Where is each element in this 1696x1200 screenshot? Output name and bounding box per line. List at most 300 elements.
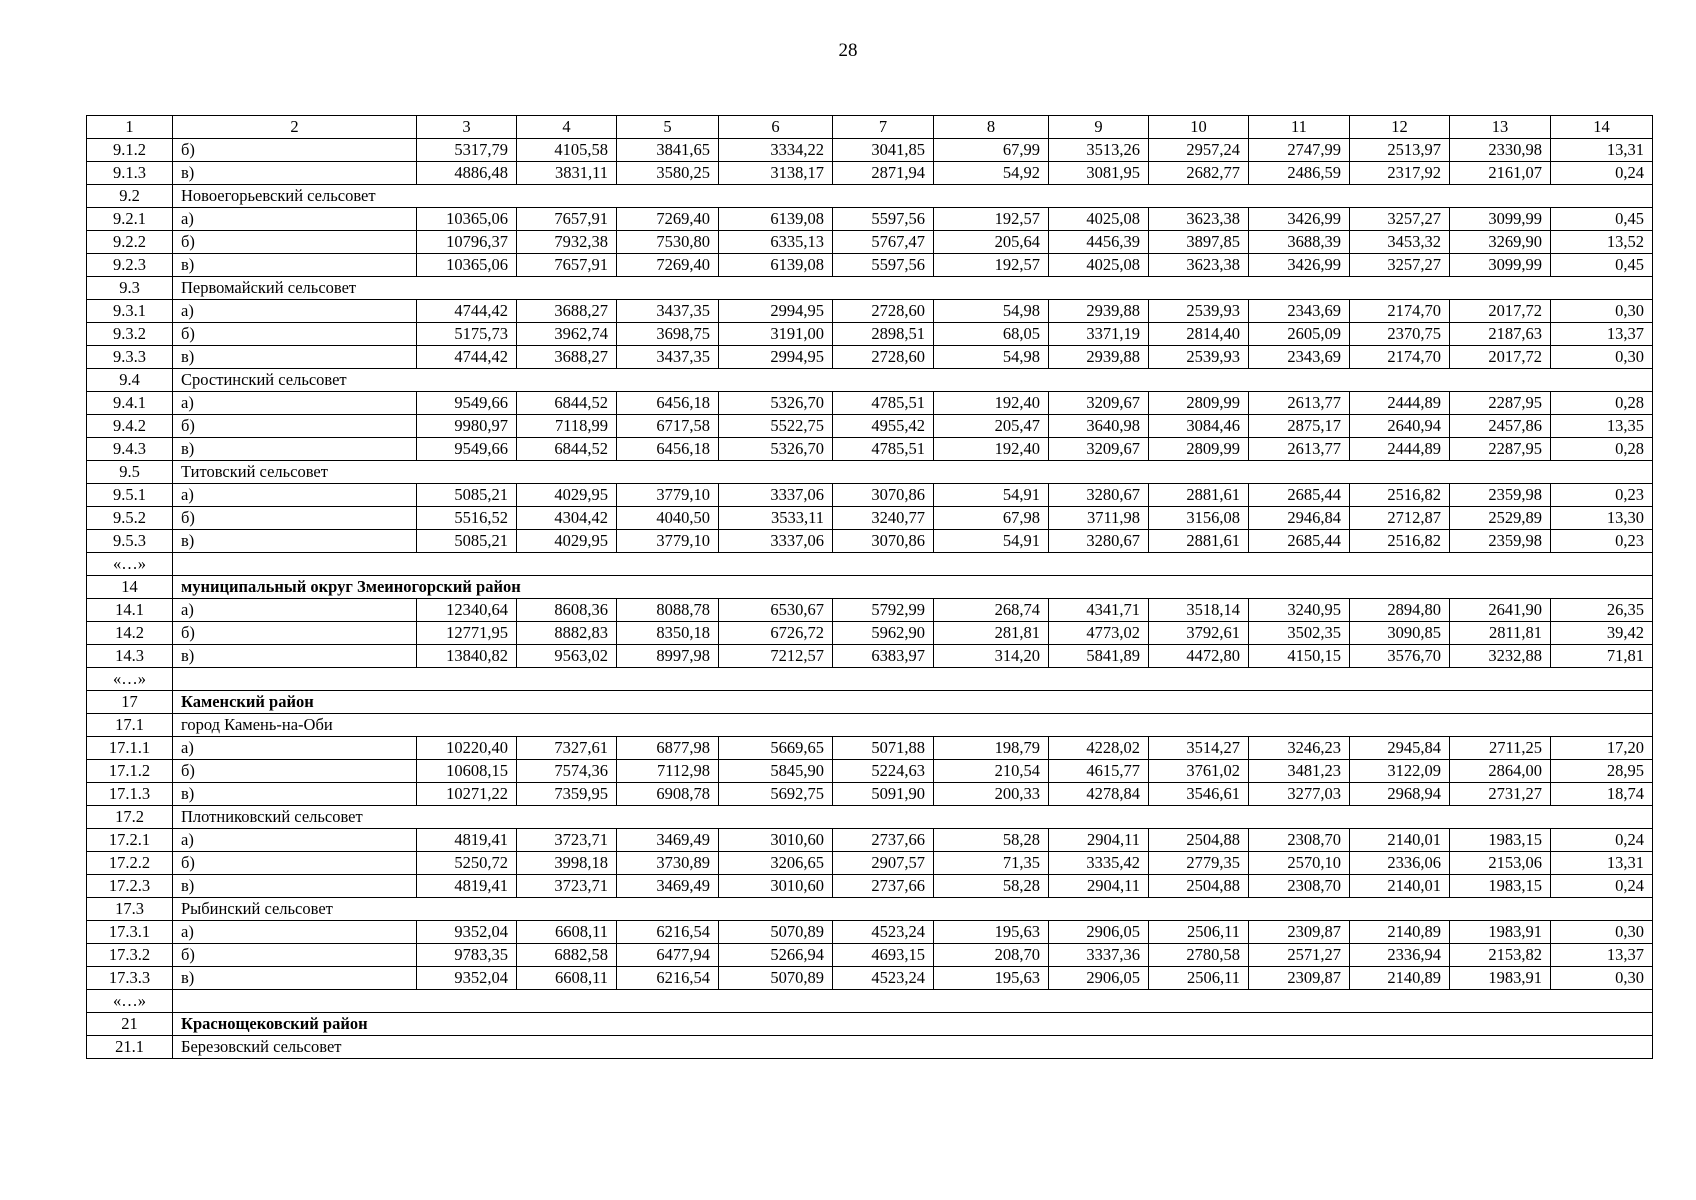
value-cell: 6477,94 [617, 944, 719, 967]
value-cell: 3426,99 [1249, 254, 1350, 277]
omission-row [87, 668, 1653, 691]
value-cell: 3209,67 [1049, 392, 1149, 415]
table-row [87, 254, 1653, 277]
value-cell: 3841,65 [617, 139, 719, 162]
value-cell: 2516,82 [1350, 530, 1450, 553]
value-cell: 2359,98 [1450, 530, 1551, 553]
value-cell: 2728,60 [833, 300, 934, 323]
section-title-cell: Плотниковский сельсовет [173, 806, 1653, 829]
section-code-cell: 9.5 [87, 461, 173, 484]
section-code-cell: 9.2 [87, 185, 173, 208]
value-cell: 6608,11 [517, 967, 617, 990]
section-title-cell: Рыбинский сельсовет [173, 898, 1653, 921]
section-row [87, 369, 1653, 392]
value-cell: 4025,08 [1049, 208, 1149, 231]
value-cell: 4029,95 [517, 530, 617, 553]
value-cell: 7269,40 [617, 254, 719, 277]
value-cell: 195,63 [934, 967, 1049, 990]
empty-cell [173, 553, 1653, 576]
section-code-cell: 21 [87, 1013, 173, 1036]
value-cell: 2504,88 [1149, 875, 1249, 898]
row-label-cell: а) [173, 829, 417, 852]
value-cell: 5326,70 [719, 438, 833, 461]
table-row [87, 760, 1653, 783]
value-cell: 2811,81 [1450, 622, 1551, 645]
table-row [87, 415, 1653, 438]
value-cell: 4304,42 [517, 507, 617, 530]
value-cell: 3337,06 [719, 530, 833, 553]
header-cell: 1 [87, 116, 173, 139]
row-code-cell: 9.5.2 [87, 507, 173, 530]
value-cell: 67,98 [934, 507, 1049, 530]
value-cell: 9783,35 [417, 944, 517, 967]
value-cell: 4029,95 [517, 484, 617, 507]
value-cell: 5175,73 [417, 323, 517, 346]
row-code-cell: 17.1.1 [87, 737, 173, 760]
header-cell: 13 [1450, 116, 1551, 139]
value-cell: 71,81 [1551, 645, 1653, 668]
value-cell: 210,54 [934, 760, 1049, 783]
value-cell: 2516,82 [1350, 484, 1450, 507]
section-code-cell: 17.3 [87, 898, 173, 921]
value-cell: 17,20 [1551, 737, 1653, 760]
value-cell: 2539,93 [1149, 300, 1249, 323]
table-row [87, 967, 1653, 990]
value-cell: 7657,91 [517, 208, 617, 231]
value-cell: 2871,94 [833, 162, 934, 185]
value-cell: 28,95 [1551, 760, 1653, 783]
value-cell: 6844,52 [517, 392, 617, 415]
value-cell: 3041,85 [833, 139, 934, 162]
value-cell: 5224,63 [833, 760, 934, 783]
value-cell: 9563,02 [517, 645, 617, 668]
value-cell: 195,63 [934, 921, 1049, 944]
value-cell: 7359,95 [517, 783, 617, 806]
value-cell: 6139,08 [719, 208, 833, 231]
section-row [87, 461, 1653, 484]
value-cell: 2513,97 [1350, 139, 1450, 162]
row-code-cell: 14.3 [87, 645, 173, 668]
value-cell: 3580,25 [617, 162, 719, 185]
value-cell: 6456,18 [617, 438, 719, 461]
value-cell: 4456,39 [1049, 231, 1149, 254]
value-cell: 3688,39 [1249, 231, 1350, 254]
row-label-cell: б) [173, 231, 417, 254]
value-cell: 39,42 [1551, 622, 1653, 645]
value-cell: 2486,59 [1249, 162, 1350, 185]
row-code-cell: 9.3.1 [87, 300, 173, 323]
value-cell: 4785,51 [833, 392, 934, 415]
row-label-cell: в) [173, 875, 417, 898]
value-cell: 4773,02 [1049, 622, 1149, 645]
value-cell: 12340,64 [417, 599, 517, 622]
value-cell: 7530,80 [617, 231, 719, 254]
value-cell: 8997,98 [617, 645, 719, 668]
header-cell: 12 [1350, 116, 1450, 139]
omission-marker-cell: «…» [87, 668, 173, 691]
value-cell: 2287,95 [1450, 438, 1551, 461]
row-label-cell: в) [173, 438, 417, 461]
section-row [87, 691, 1653, 714]
row-label-cell: в) [173, 645, 417, 668]
row-label-cell: в) [173, 530, 417, 553]
value-cell: 2308,70 [1249, 875, 1350, 898]
table-row [87, 507, 1653, 530]
row-code-cell: 14.2 [87, 622, 173, 645]
value-cell: 6216,54 [617, 967, 719, 990]
value-cell: 3334,22 [719, 139, 833, 162]
row-label-cell: б) [173, 323, 417, 346]
value-cell: 4955,42 [833, 415, 934, 438]
value-cell: 2881,61 [1149, 484, 1249, 507]
value-cell: 2809,99 [1149, 438, 1249, 461]
tariff-table [86, 115, 1653, 1059]
row-code-cell: 17.1.3 [87, 783, 173, 806]
row-code-cell: 9.2.1 [87, 208, 173, 231]
value-cell: 0,23 [1551, 484, 1653, 507]
section-row [87, 576, 1653, 599]
value-cell: 3337,36 [1049, 944, 1149, 967]
row-code-cell: 17.2.1 [87, 829, 173, 852]
value-cell: 205,64 [934, 231, 1049, 254]
value-cell: 6717,58 [617, 415, 719, 438]
value-cell: 2140,01 [1350, 875, 1450, 898]
value-cell: 3010,60 [719, 875, 833, 898]
section-title-cell: Первомайский сельсовет [173, 277, 1653, 300]
value-cell: 2161,07 [1450, 162, 1551, 185]
row-label-cell: б) [173, 622, 417, 645]
omission-row [87, 990, 1653, 1013]
value-cell: 3998,18 [517, 852, 617, 875]
value-cell: 5669,65 [719, 737, 833, 760]
value-cell: 9352,04 [417, 921, 517, 944]
row-label-cell: в) [173, 346, 417, 369]
value-cell: 3546,61 [1149, 783, 1249, 806]
value-cell: 4228,02 [1049, 737, 1149, 760]
value-cell: 7118,99 [517, 415, 617, 438]
row-code-cell: 9.3.2 [87, 323, 173, 346]
value-cell: 2906,05 [1049, 967, 1149, 990]
value-cell: 3623,38 [1149, 254, 1249, 277]
value-cell: 2343,69 [1249, 346, 1350, 369]
table-row [87, 530, 1653, 553]
value-cell: 7574,36 [517, 760, 617, 783]
value-cell: 3337,06 [719, 484, 833, 507]
value-cell: 3084,46 [1149, 415, 1249, 438]
value-cell: 0,45 [1551, 254, 1653, 277]
value-cell: 4615,77 [1049, 760, 1149, 783]
value-cell: 3723,71 [517, 875, 617, 898]
value-cell: 1983,91 [1450, 967, 1551, 990]
row-label-cell: а) [173, 737, 417, 760]
value-cell: 2780,58 [1149, 944, 1249, 967]
value-cell: 10796,37 [417, 231, 517, 254]
value-cell: 1983,15 [1450, 875, 1551, 898]
row-code-cell: 9.4.3 [87, 438, 173, 461]
table-row [87, 208, 1653, 231]
value-cell: 4744,42 [417, 300, 517, 323]
value-cell: 7112,98 [617, 760, 719, 783]
value-cell: 68,05 [934, 323, 1049, 346]
value-cell: 2539,93 [1149, 346, 1249, 369]
value-cell: 3779,10 [617, 484, 719, 507]
value-cell: 2017,72 [1450, 300, 1551, 323]
value-cell: 2187,63 [1450, 323, 1551, 346]
value-cell: 9352,04 [417, 967, 517, 990]
value-cell: 5767,47 [833, 231, 934, 254]
value-cell: 2330,98 [1450, 139, 1551, 162]
value-cell: 3761,02 [1149, 760, 1249, 783]
value-cell: 54,91 [934, 530, 1049, 553]
value-cell: 192,40 [934, 392, 1049, 415]
value-cell: 6383,97 [833, 645, 934, 668]
value-cell: 2613,77 [1249, 438, 1350, 461]
value-cell: 3070,86 [833, 530, 934, 553]
value-cell: 0,45 [1551, 208, 1653, 231]
value-cell: 2640,94 [1350, 415, 1450, 438]
value-cell: 3723,71 [517, 829, 617, 852]
value-cell: 2287,95 [1450, 392, 1551, 415]
value-cell: 2994,95 [719, 346, 833, 369]
value-cell: 5070,89 [719, 921, 833, 944]
table-row [87, 346, 1653, 369]
value-cell: 0,24 [1551, 875, 1653, 898]
section-title-cell: Березовский сельсовет [173, 1036, 1653, 1059]
value-cell: 13,31 [1551, 139, 1653, 162]
header-cell: 9 [1049, 116, 1149, 139]
value-cell: 2336,94 [1350, 944, 1450, 967]
table-row [87, 323, 1653, 346]
section-row [87, 277, 1653, 300]
value-cell: 4523,24 [833, 921, 934, 944]
value-cell: 4785,51 [833, 438, 934, 461]
value-cell: 3831,11 [517, 162, 617, 185]
value-cell: 3232,88 [1450, 645, 1551, 668]
value-cell: 71,35 [934, 852, 1049, 875]
row-code-cell: 17.3.2 [87, 944, 173, 967]
value-cell: 2504,88 [1149, 829, 1249, 852]
value-cell: 13,37 [1551, 323, 1653, 346]
header-cell: 8 [934, 116, 1049, 139]
value-cell: 2864,00 [1450, 760, 1551, 783]
value-cell: 2737,66 [833, 875, 934, 898]
row-label-cell: а) [173, 392, 417, 415]
value-cell: 3257,27 [1350, 254, 1450, 277]
value-cell: 3099,99 [1450, 208, 1551, 231]
value-cell: 6216,54 [617, 921, 719, 944]
value-cell: 2994,95 [719, 300, 833, 323]
section-title-cell: Новоегорьевский сельсовет [173, 185, 1653, 208]
value-cell: 10365,06 [417, 254, 517, 277]
header-cell: 11 [1249, 116, 1350, 139]
table-row [87, 484, 1653, 507]
row-label-cell: в) [173, 967, 417, 990]
value-cell: 2939,88 [1049, 300, 1149, 323]
value-cell: 1983,91 [1450, 921, 1551, 944]
value-cell: 3453,32 [1350, 231, 1450, 254]
value-cell: 3010,60 [719, 829, 833, 852]
table-row [87, 162, 1653, 185]
section-code-cell: 17 [87, 691, 173, 714]
value-cell: 3688,27 [517, 346, 617, 369]
value-cell: 5692,75 [719, 783, 833, 806]
value-cell: 9549,66 [417, 438, 517, 461]
value-cell: 5845,90 [719, 760, 833, 783]
value-cell: 13840,82 [417, 645, 517, 668]
row-code-cell: 14.1 [87, 599, 173, 622]
section-title-cell: город Камень-на-Оби [173, 714, 1653, 737]
value-cell: 2894,80 [1350, 599, 1450, 622]
value-cell: 3514,27 [1149, 737, 1249, 760]
row-code-cell: 9.3.3 [87, 346, 173, 369]
section-code-cell: 14 [87, 576, 173, 599]
value-cell: 0,30 [1551, 921, 1653, 944]
value-cell: 54,92 [934, 162, 1049, 185]
value-cell: 2809,99 [1149, 392, 1249, 415]
value-cell: 10271,22 [417, 783, 517, 806]
value-cell: 2444,89 [1350, 438, 1450, 461]
value-cell: 0,28 [1551, 392, 1653, 415]
value-cell: 3469,49 [617, 875, 719, 898]
value-cell: 5597,56 [833, 208, 934, 231]
value-cell: 0,30 [1551, 967, 1653, 990]
value-cell: 10220,40 [417, 737, 517, 760]
table-row [87, 392, 1653, 415]
value-cell: 5266,94 [719, 944, 833, 967]
value-cell: 3711,98 [1049, 507, 1149, 530]
value-cell: 2140,89 [1350, 921, 1450, 944]
section-row [87, 898, 1653, 921]
section-title-cell: Титовский сельсовет [173, 461, 1653, 484]
value-cell: 5326,70 [719, 392, 833, 415]
omission-row [87, 553, 1653, 576]
value-cell: 1983,15 [1450, 829, 1551, 852]
value-cell: 0,24 [1551, 829, 1653, 852]
value-cell: 3246,23 [1249, 737, 1350, 760]
value-cell: 2140,01 [1350, 829, 1450, 852]
row-code-cell: 9.5.1 [87, 484, 173, 507]
value-cell: 268,74 [934, 599, 1049, 622]
value-cell: 281,81 [934, 622, 1049, 645]
value-cell: 5317,79 [417, 139, 517, 162]
value-cell: 7327,61 [517, 737, 617, 760]
value-cell: 3962,74 [517, 323, 617, 346]
table-row [87, 737, 1653, 760]
value-cell: 6877,98 [617, 737, 719, 760]
section-row [87, 806, 1653, 829]
header-cell: 14 [1551, 116, 1653, 139]
value-cell: 2343,69 [1249, 300, 1350, 323]
value-cell: 13,52 [1551, 231, 1653, 254]
value-cell: 2907,57 [833, 852, 934, 875]
value-cell: 5070,89 [719, 967, 833, 990]
row-code-cell: 9.2.2 [87, 231, 173, 254]
section-row [87, 1013, 1653, 1036]
value-cell: 67,99 [934, 139, 1049, 162]
value-cell: 13,37 [1551, 944, 1653, 967]
section-code-cell: 17.1 [87, 714, 173, 737]
value-cell: 4819,41 [417, 875, 517, 898]
value-cell: 2309,87 [1249, 967, 1350, 990]
value-cell: 2336,06 [1350, 852, 1450, 875]
table-row [87, 231, 1653, 254]
value-cell: 5516,52 [417, 507, 517, 530]
table-row [87, 300, 1653, 323]
value-cell: 2779,35 [1149, 852, 1249, 875]
value-cell: 6530,67 [719, 599, 833, 622]
value-cell: 58,28 [934, 829, 1049, 852]
empty-cell [173, 990, 1653, 1013]
value-cell: 2968,94 [1350, 783, 1450, 806]
value-cell: 54,98 [934, 300, 1049, 323]
value-cell: 13,35 [1551, 415, 1653, 438]
value-cell: 0,28 [1551, 438, 1653, 461]
value-cell: 2904,11 [1049, 875, 1149, 898]
section-row [87, 1036, 1653, 1059]
section-title-cell: Сростинский сельсовет [173, 369, 1653, 392]
value-cell: 2712,87 [1350, 507, 1450, 530]
row-label-cell: а) [173, 599, 417, 622]
row-label-cell: б) [173, 760, 417, 783]
page-number: 28 [838, 40, 858, 61]
value-cell: 2570,10 [1249, 852, 1350, 875]
value-cell: 3206,65 [719, 852, 833, 875]
value-cell: 3437,35 [617, 346, 719, 369]
value-cell: 4150,15 [1249, 645, 1350, 668]
value-cell: 5522,75 [719, 415, 833, 438]
value-cell: 7657,91 [517, 254, 617, 277]
value-cell: 2875,17 [1249, 415, 1350, 438]
value-cell: 7269,40 [617, 208, 719, 231]
value-cell: 13,30 [1551, 507, 1653, 530]
table-row [87, 783, 1653, 806]
value-cell: 5792,99 [833, 599, 934, 622]
value-cell: 5085,21 [417, 484, 517, 507]
value-cell: 4278,84 [1049, 783, 1149, 806]
value-cell: 5085,21 [417, 530, 517, 553]
value-cell: 2140,89 [1350, 967, 1450, 990]
value-cell: 5091,90 [833, 783, 934, 806]
value-cell: 0,30 [1551, 300, 1653, 323]
value-cell: 8088,78 [617, 599, 719, 622]
value-cell: 10365,06 [417, 208, 517, 231]
section-title-cell: Краснощековский район [173, 1013, 1653, 1036]
value-cell: 198,79 [934, 737, 1049, 760]
value-cell: 192,40 [934, 438, 1049, 461]
section-title-cell: муниципальный округ Змеиногорский район [173, 576, 1653, 599]
section-code-cell: 9.3 [87, 277, 173, 300]
value-cell: 4693,15 [833, 944, 934, 967]
value-cell: 2017,72 [1450, 346, 1551, 369]
value-cell: 2946,84 [1249, 507, 1350, 530]
value-cell: 8350,18 [617, 622, 719, 645]
value-cell: 3280,67 [1049, 484, 1149, 507]
value-cell: 4523,24 [833, 967, 934, 990]
value-cell: 7212,57 [719, 645, 833, 668]
value-cell: 2737,66 [833, 829, 934, 852]
value-cell: 13,31 [1551, 852, 1653, 875]
value-cell: 192,57 [934, 254, 1049, 277]
value-cell: 4886,48 [417, 162, 517, 185]
value-cell: 3240,77 [833, 507, 934, 530]
value-cell: 0,30 [1551, 346, 1653, 369]
value-cell: 2731,27 [1450, 783, 1551, 806]
value-cell: 2359,98 [1450, 484, 1551, 507]
table-row [87, 622, 1653, 645]
value-cell: 4744,42 [417, 346, 517, 369]
row-code-cell: 17.1.2 [87, 760, 173, 783]
value-cell: 3099,99 [1450, 254, 1551, 277]
